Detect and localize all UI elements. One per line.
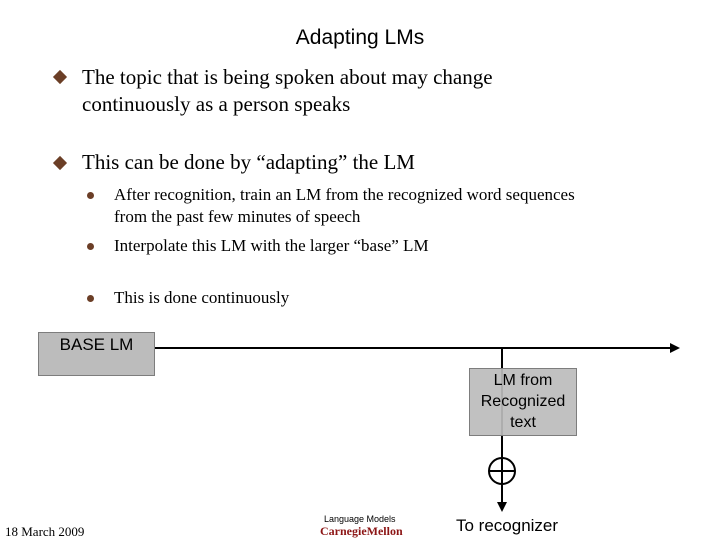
institution-logo: CarnegieMellon — [320, 524, 403, 538]
recognized-lm-line3: text — [510, 414, 536, 431]
sub-bullet-train-line1: After recognition, train an LM from the recognized word sequences — [114, 185, 575, 204]
sub-bullet-continuous: This is done continuously — [114, 288, 290, 307]
recognized-lm-line2: Recognized — [480, 393, 566, 410]
base-lm-box — [38, 332, 155, 376]
sub-bullet-interpolate: Interpolate this LM with the larger “base” LM — [114, 236, 429, 255]
base-lm-label: BASE LM — [59, 335, 134, 354]
footer-date: 18 March 2009 — [5, 524, 85, 539]
adder-icon — [489, 458, 515, 484]
slide-title: Adapting LMs — [295, 26, 425, 49]
bullet-adapting: This can be done by “adapting” the LM — [82, 150, 415, 174]
recognized-lm-box — [469, 368, 577, 436]
bullet-topic-line1: The topic that is being spoken about may change — [82, 65, 493, 89]
recognized-lm-line1: LM from — [493, 372, 553, 389]
bullet-topic-line2: continuously as a person speaks — [82, 92, 351, 116]
sub-bullet-train-line2: from the past few minutes of speech — [114, 207, 361, 226]
to-recognizer-label: To recognizer — [456, 516, 559, 535]
footer-course: Language Models — [324, 514, 396, 524]
